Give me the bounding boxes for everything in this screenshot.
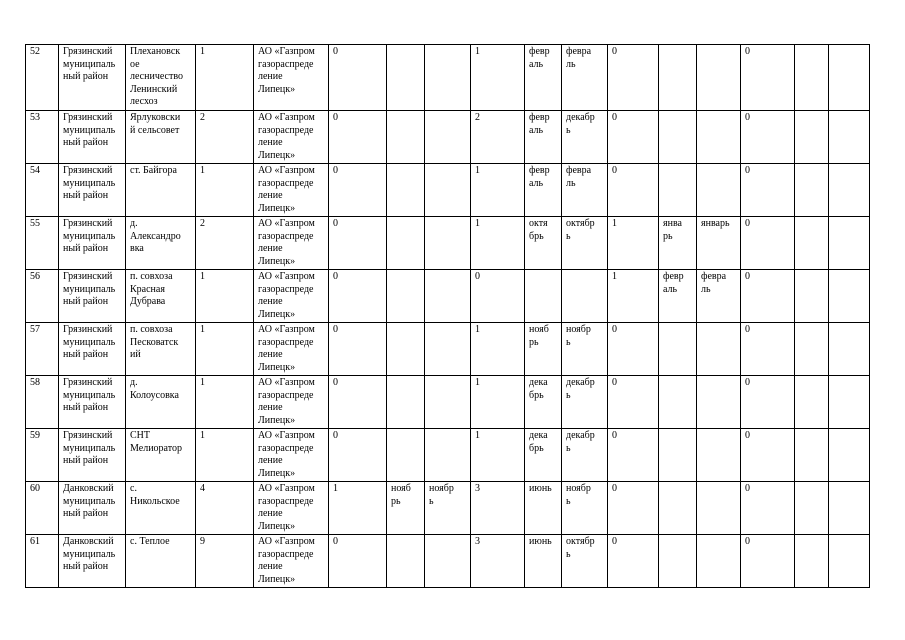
table-cell (697, 323, 741, 376)
table-cell (795, 323, 829, 376)
table-cell: Данковский муниципаль ный район (59, 535, 126, 588)
table-cell: июнь (525, 535, 562, 588)
table-cell (659, 164, 697, 217)
table-cell (795, 270, 829, 323)
table-cell (829, 535, 870, 588)
table-row (26, 45, 870, 111)
table-cell (387, 429, 425, 482)
table-row (26, 535, 870, 588)
table-cell: нояб рь (387, 482, 425, 535)
table-cell (795, 217, 829, 270)
table-cell (387, 535, 425, 588)
table-cell: 61 (26, 535, 59, 588)
table-cell: Грязинский муниципаль ный район (59, 429, 126, 482)
table-cell: 0 (741, 270, 795, 323)
table-cell (795, 535, 829, 588)
table-cell: АО «Газпром газораспреде ление Липецк» (254, 535, 329, 588)
table-cell: ноябр ь (425, 482, 471, 535)
table-cell: 2 (196, 111, 254, 164)
table-cell (829, 482, 870, 535)
table-cell: 0 (329, 429, 387, 482)
table-row (26, 376, 870, 429)
table-cell: октябр ь (562, 217, 608, 270)
table-cell (795, 482, 829, 535)
table-cell (795, 429, 829, 482)
table-cell: п. совхоза Песковатск ий (126, 323, 196, 376)
table-cell: 0 (329, 164, 387, 217)
table-cell (659, 482, 697, 535)
table-cell: Грязинский муниципаль ный район (59, 111, 126, 164)
table-cell: Плехановск ое лесничество Ленинский лесхоз (126, 45, 196, 111)
table-cell: п. совхоза Красная Дубрава (126, 270, 196, 323)
table-cell: Данковский муниципаль ный район (59, 482, 126, 535)
table-cell (425, 217, 471, 270)
table-cell: 1 (471, 376, 525, 429)
table-cell: 59 (26, 429, 59, 482)
table-cell: 1 (329, 482, 387, 535)
table-cell: 0 (608, 164, 659, 217)
table-cell: октя брь (525, 217, 562, 270)
table-row (26, 323, 870, 376)
table-cell: 1 (608, 270, 659, 323)
table-cell: 54 (26, 164, 59, 217)
table-cell: февра ль (697, 270, 741, 323)
table-cell: февр аль (525, 164, 562, 217)
table-row (26, 429, 870, 482)
table-cell: 0 (608, 429, 659, 482)
table-cell: 1 (196, 270, 254, 323)
table-cell: 0 (329, 376, 387, 429)
table-cell: СНТ Мелиоратор (126, 429, 196, 482)
table-cell: 0 (608, 482, 659, 535)
table-cell: 55 (26, 217, 59, 270)
table-cell (659, 111, 697, 164)
table-cell (425, 429, 471, 482)
table-cell: 0 (329, 217, 387, 270)
table-cell: 0 (608, 323, 659, 376)
table-cell (829, 45, 870, 111)
gasification-table (25, 44, 870, 588)
table-cell: февра ль (562, 164, 608, 217)
table-cell (387, 111, 425, 164)
table-cell (697, 376, 741, 429)
table-cell (795, 164, 829, 217)
table-cell: АО «Газпром газораспреде ление Липецк» (254, 429, 329, 482)
table-cell: Грязинский муниципаль ный район (59, 323, 126, 376)
table-cell: АО «Газпром газораспреде ление Липецк» (254, 482, 329, 535)
table-cell: д. Александро вка (126, 217, 196, 270)
table-cell: 0 (608, 376, 659, 429)
table-cell: 9 (196, 535, 254, 588)
table-cell: февр аль (659, 270, 697, 323)
table-cell (425, 323, 471, 376)
table-cell: 57 (26, 323, 59, 376)
table-cell: 52 (26, 45, 59, 111)
table-cell: февра ль (562, 45, 608, 111)
table-cell: дека брь (525, 376, 562, 429)
table-cell: 1 (196, 376, 254, 429)
table-cell: Грязинский муниципаль ный район (59, 45, 126, 111)
table-cell: 1 (608, 217, 659, 270)
table-cell: АО «Газпром газораспреде ление Липецк» (254, 45, 329, 111)
table-cell (659, 429, 697, 482)
table-cell: 0 (329, 111, 387, 164)
table-cell: декабр ь (562, 376, 608, 429)
table-cell (387, 217, 425, 270)
table-cell: ст. Байгора (126, 164, 196, 217)
table-cell: 56 (26, 270, 59, 323)
table-cell: Грязинский муниципаль ный район (59, 270, 126, 323)
table-cell: 0 (741, 164, 795, 217)
table-cell: декабр ь (562, 429, 608, 482)
table-cell (829, 164, 870, 217)
table-cell: АО «Газпром газораспреде ление Липецк» (254, 270, 329, 323)
table-row (26, 270, 870, 323)
table-cell: янва рь (659, 217, 697, 270)
table-cell: 1 (471, 217, 525, 270)
table-cell: 0 (741, 323, 795, 376)
table-cell: нояб рь (525, 323, 562, 376)
table-cell: 53 (26, 111, 59, 164)
table-cell: 1 (196, 429, 254, 482)
table-cell: АО «Газпром газораспреде ление Липецк» (254, 111, 329, 164)
table-cell: Грязинский муниципаль ный район (59, 376, 126, 429)
table-cell: 0 (329, 323, 387, 376)
table-cell: 0 (608, 45, 659, 111)
table-cell (425, 535, 471, 588)
table-cell (387, 270, 425, 323)
table-cell: декабр ь (562, 111, 608, 164)
table-cell (425, 270, 471, 323)
table-cell: 0 (329, 270, 387, 323)
table-cell (659, 323, 697, 376)
table-cell: с. Теплое (126, 535, 196, 588)
table-cell: АО «Газпром газораспреде ление Липецк» (254, 164, 329, 217)
table-cell: 60 (26, 482, 59, 535)
table-cell: д. Колоусовка (126, 376, 196, 429)
table-cell (697, 535, 741, 588)
table-cell (829, 376, 870, 429)
table-cell (829, 270, 870, 323)
table-cell (387, 164, 425, 217)
table-cell: ноябр ь (562, 323, 608, 376)
table-cell: дека брь (525, 429, 562, 482)
table-cell: 1 (196, 45, 254, 111)
table-cell (425, 164, 471, 217)
table-body (26, 45, 870, 588)
table-cell: Грязинский муниципаль ный район (59, 217, 126, 270)
table-cell: 2 (196, 217, 254, 270)
table-cell: 2 (471, 111, 525, 164)
table-cell: 0 (608, 535, 659, 588)
table-cell (697, 111, 741, 164)
table-cell: 0 (741, 429, 795, 482)
table-cell (697, 482, 741, 535)
table-cell: февр аль (525, 111, 562, 164)
table-cell (795, 45, 829, 111)
table-cell (795, 111, 829, 164)
table-cell: АО «Газпром газораспреде ление Липецк» (254, 217, 329, 270)
table-row (26, 111, 870, 164)
table-cell (525, 270, 562, 323)
table-cell: 4 (196, 482, 254, 535)
table-cell: 1 (196, 164, 254, 217)
table-cell: 3 (471, 482, 525, 535)
table-cell (387, 376, 425, 429)
table-cell (425, 45, 471, 111)
table-cell (425, 111, 471, 164)
table-cell: 1 (471, 45, 525, 111)
table-cell: 0 (741, 535, 795, 588)
table-cell: АО «Газпром газораспреде ление Липецк» (254, 376, 329, 429)
table-cell: февр аль (525, 45, 562, 111)
table-cell: октябр ь (562, 535, 608, 588)
table-cell: 0 (329, 45, 387, 111)
table-cell (829, 111, 870, 164)
table-cell (659, 45, 697, 111)
table-cell: 0 (608, 111, 659, 164)
table-cell (659, 376, 697, 429)
table-cell (829, 429, 870, 482)
table-cell (829, 217, 870, 270)
table-cell (829, 323, 870, 376)
table-cell (562, 270, 608, 323)
table-cell: с. Никольское (126, 482, 196, 535)
table-cell: Грязинский муниципаль ный район (59, 164, 126, 217)
table-cell: АО «Газпром газораспреде ление Липецк» (254, 323, 329, 376)
table-cell: 1 (196, 323, 254, 376)
table-cell: 0 (471, 270, 525, 323)
table-cell: ноябр ь (562, 482, 608, 535)
table-cell: 58 (26, 376, 59, 429)
table-cell: январь (697, 217, 741, 270)
table-cell: 0 (329, 535, 387, 588)
table-cell: июнь (525, 482, 562, 535)
table-cell: 1 (471, 323, 525, 376)
table-cell (795, 376, 829, 429)
table-cell (697, 164, 741, 217)
table-cell: 0 (741, 482, 795, 535)
table-cell: 3 (471, 535, 525, 588)
table-cell (387, 45, 425, 111)
table-row (26, 164, 870, 217)
table-cell: 0 (741, 217, 795, 270)
table-cell (387, 323, 425, 376)
table-cell (425, 376, 471, 429)
table-cell: 1 (471, 429, 525, 482)
table-cell: 0 (741, 111, 795, 164)
table-cell (659, 535, 697, 588)
table-cell: 1 (471, 164, 525, 217)
table-cell: 0 (741, 45, 795, 111)
table-cell: Ярлуковски й сельсовет (126, 111, 196, 164)
table-cell (697, 429, 741, 482)
table-cell (697, 45, 741, 111)
table-row (26, 217, 870, 270)
table-cell: 0 (741, 376, 795, 429)
table-row (26, 482, 870, 535)
